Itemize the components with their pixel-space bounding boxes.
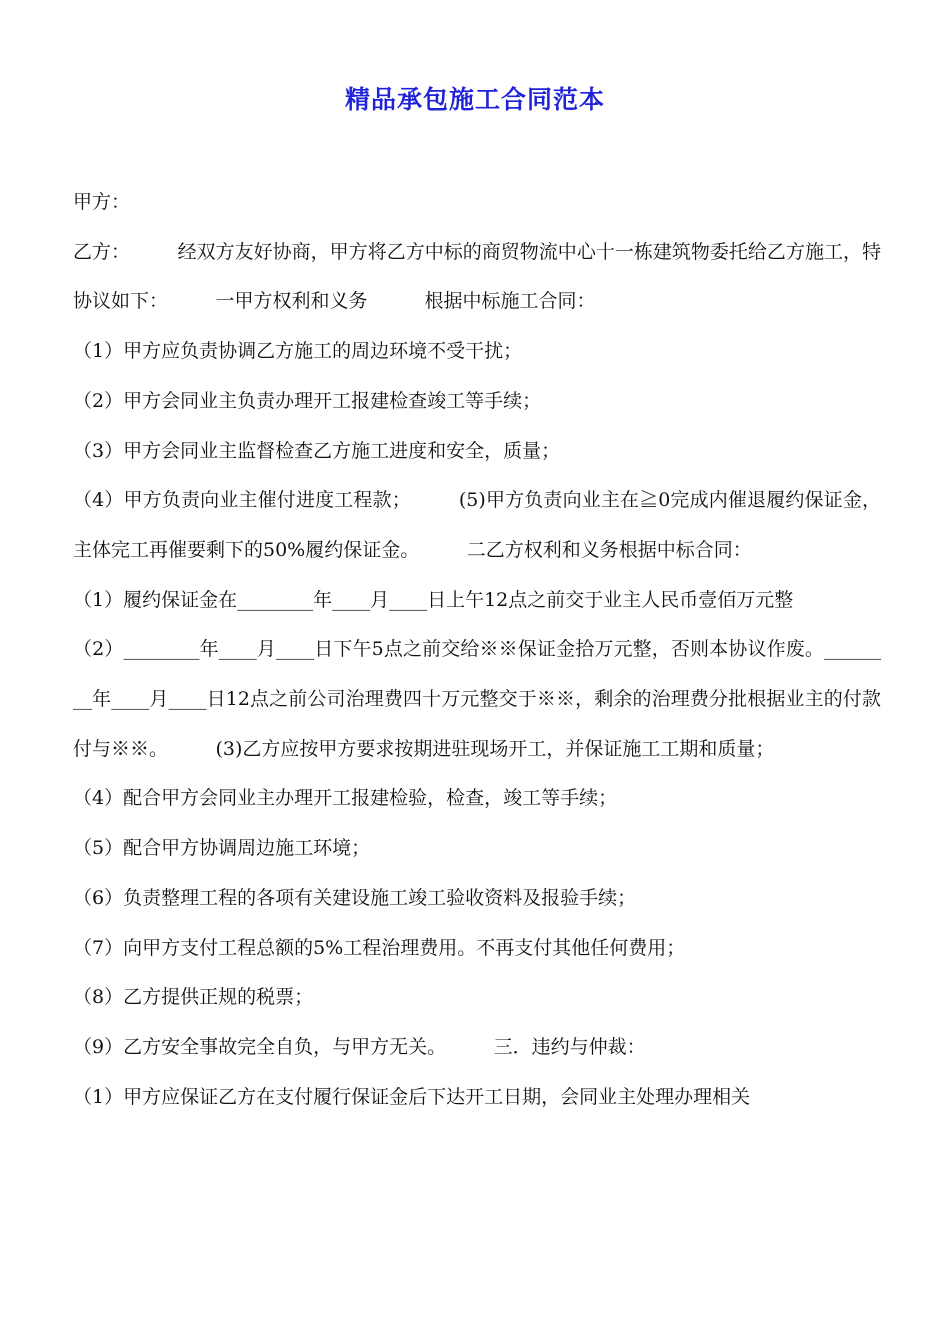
paragraph-b-item-6: （6）负责整理工程的各项有关建设施工竣工验收资料及报验手续； bbox=[73, 886, 637, 909]
paragraph-a-item-4-5: （4）甲方负责向业主催付进度工程款； (5)甲方负责向业主在≧0完成内催退履约保证金，主体完工再催要剩下的50%履约保证金。 二乙方权利和义务根据中标合同： bbox=[73, 489, 881, 561]
paragraph-b-item-9: （9）乙方安全事故完全自负，与甲方无关。 三．违约与仲裁： bbox=[73, 1035, 646, 1058]
paragraph-b-item-8: （8）乙方提供正规的税票； bbox=[73, 986, 314, 1009]
paragraph-party-a: 甲方： bbox=[73, 191, 131, 213]
paragraph-a-item-1: （1）甲方应负责协调乙方施工的周边环境不受干扰； bbox=[73, 340, 523, 363]
paragraph-a-item-3: （3）甲方会同业主监督检查乙方施工进度和安全，质量； bbox=[73, 439, 561, 462]
paragraph-b-item-4: （4）配合甲方会同业主办理开工报建检验，检查，竣工等手续； bbox=[73, 787, 618, 810]
paragraph-b-item-7: （7）向甲方支付工程总额的5%工程治理费用。不再支付其他任何费用； bbox=[73, 936, 686, 959]
paragraph-a-item-2: （2）甲方会同业主负责办理开工报建检查竣工等手续； bbox=[73, 389, 542, 412]
paragraph-party-b-intro: 乙方： 经双方友好协商，甲方将乙方中标的商贸物流中心十一栋建筑物委托给乙方施工，特协议如下： 一甲方权利和义务 根据中标施工合同： bbox=[73, 240, 881, 313]
paragraph-b-item-5: （5）配合甲方协调周边施工环境； bbox=[73, 837, 371, 860]
document-title: 精品承包施工合同范本 bbox=[344, 85, 605, 114]
document-body bbox=[73, 178, 881, 1122]
paragraph-breach-item-1: （1）甲方应保证乙方在支付履行保证金后下达开工日期，会同业主处理办理相关 bbox=[73, 1085, 751, 1108]
paragraph-b-item-1: （1）履约保证金在________年____月____日上午12点之前交于业主人民币壹佰万元整 bbox=[73, 588, 794, 611]
paragraph-b-item-2-3: （2）________年____月____日下午5点之前交给※※保证金拾万元整，否则本协议作废。________年____月____日12点之前公司治理费四十万元整交于※※，剩余的治理费分批根据业主的付款付与※※。 (3)乙方应按甲方要求按期进驻现场开工，并保证施工工期和质量； bbox=[73, 638, 881, 760]
